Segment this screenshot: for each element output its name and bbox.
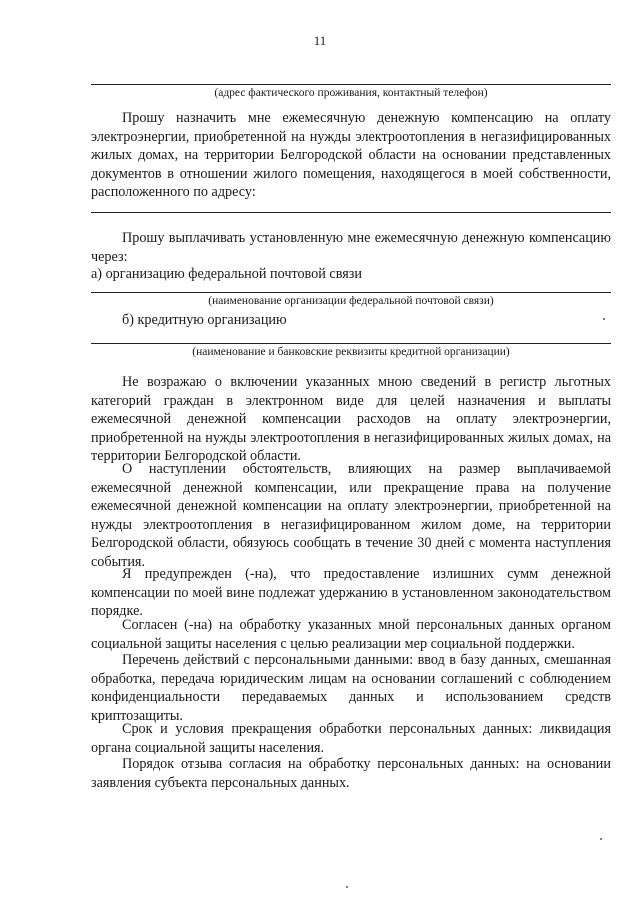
request-payment-paragraph: Прошу выплачивать установленную мне ежемесячную денежную компенсацию через: — [91, 230, 611, 265]
scan-speck — [346, 886, 348, 888]
address-caption: (адрес фактического проживания, контактный телефон) — [214, 87, 488, 99]
personal-data-consent-paragraph: Согласен (-на) на обработку указанных мной персональных данных органом социальной защиты населения с целью реализации мер социальной поддержки. — [91, 617, 611, 652]
bank-caption: (наименование и банковские реквизиты кредитной организации) — [192, 346, 510, 358]
postal-fill-line — [91, 292, 611, 293]
postal-caption: (наименование организации федеральной почтовой связи) — [208, 295, 494, 307]
scan-speck — [603, 318, 605, 320]
option-bank: б) кредитную организацию — [122, 312, 287, 328]
scan-speck — [600, 838, 602, 840]
property-address-line — [91, 212, 611, 213]
option-postal: а) организацию федеральной почтовой связи — [91, 266, 362, 282]
consent-withdrawal-paragraph: Порядок отзыва согласия на обработку персональных данных: на основании заявления субъекта персональных данных. — [91, 756, 611, 791]
data-actions-paragraph: Перечень действий с персональными данными: ввод в базу данных, смешанная обработка, передача юридическим лицам на основании соглашений с соблюдением конфиденциальности передаваемых данных и использованием средств криптозащиты. — [91, 652, 611, 724]
notification-obligation-paragraph: О наступлении обстоятельств, влияющих на размер выплачиваемой ежемесячной денежной компенсации, или прекращение права на получение ежемесячной денежной компенсации на оплату электроэнергии, приобретенной на нужды электроотопления в негазифицированном жилом доме, на территории Белгородской области, обязуюсь сообщать в течение 30 дней с момента наступления события. — [91, 461, 611, 570]
address-fill-line — [91, 84, 611, 85]
request-compensation-paragraph: Прошу назначить мне ежемесячную денежную компенсацию на оплату электроэнергии, приобретенной на нужды электроотопления в негазифицированных жилых домах, на территории Белгородской области на основании представленных документов в отношении жилого помещения, находящегося в моей собственности, расположенного по адресу: — [91, 110, 611, 200]
warning-paragraph: Я предупрежден (-на), что предоставление излишних сумм денежной компенсации по моей вине подлежат удержанию в установленном законодательством порядке. — [91, 566, 611, 619]
bank-fill-line — [91, 343, 611, 344]
consent-registry-paragraph: Не возражаю о включении указанных мною сведений в регистр льготных категорий граждан в электронном виде для целей назначения и выплаты ежемесячной денежной компенсации расходов на оплату электроэнергии, приобретенной на нужды электроотопления в негазифицированных жилых домах, на территории Белгородской области. — [91, 374, 611, 464]
processing-termination-paragraph: Срок и условия прекращения обработки персональных данных: ликвидация органа социальной защиты населения. — [91, 721, 611, 756]
page-number: 11 — [313, 33, 327, 48]
